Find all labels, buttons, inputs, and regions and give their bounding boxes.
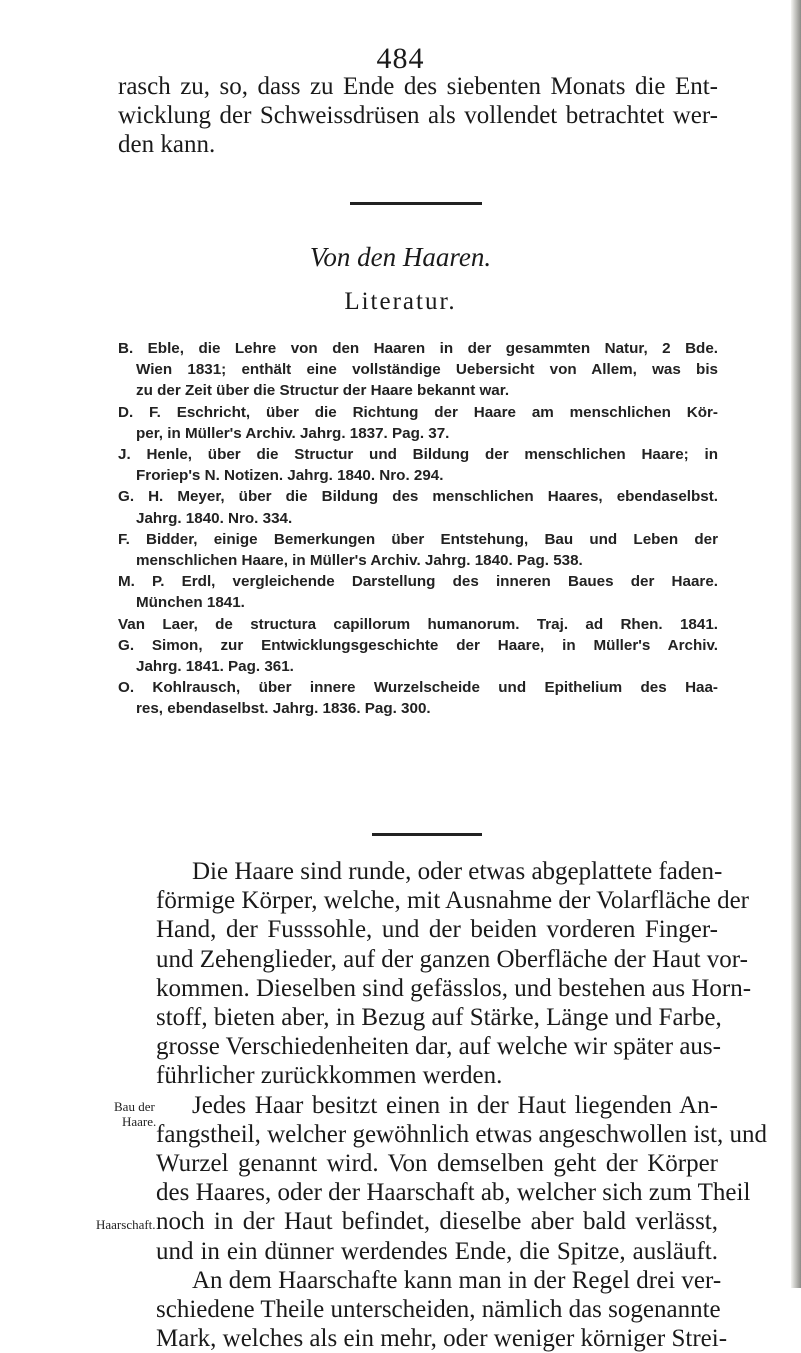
reference-line: D. F. Eschricht, über die Richtung der Haare am menschlichen Kör- <box>118 403 718 421</box>
section-divider <box>350 202 482 205</box>
body-line: Wurzel genannt wird. Von demselben geht der Körper <box>156 1150 718 1178</box>
reference-line: res, ebendaselbst. Jahrg. 1836. Pag. 300. <box>136 700 431 718</box>
body-line: des Haares, oder der Haarschaft ab, welcher sich zum Theil <box>156 1179 751 1207</box>
reference-line: Jahrg. 1841. Pag. 361. <box>136 658 294 676</box>
section-title: Von den Haaren. <box>309 242 492 272</box>
intro-line: wicklung der Schweissdrüsen als vollendet betrachtet wer- <box>118 102 718 129</box>
reference-line: per, in Müller's Archiv. Jahrg. 1837. Pag. 37. <box>136 424 450 442</box>
reference-entry <box>118 444 718 486</box>
body-line: kommen. Dieselben sind gefässlos, und bestehen aus Horn- <box>156 974 752 1002</box>
body-line: fangstheil, welcher gewöhnlich etwas angeschwollen ist, und <box>156 1120 767 1148</box>
reference-line: zu der Zeit über die Structur der Haare bekannt war. <box>136 382 510 400</box>
body-line: Hand, der Fusssohle, und der beiden vorderen Finger- <box>156 916 718 944</box>
body-line: stoff, bieten aber, in Bezug auf Stärke, Länge und Farbe, <box>156 1004 722 1032</box>
intro-line: rasch zu, so, dass zu Ende des siebenten Monats die Ent- <box>118 73 718 100</box>
reference-entry <box>118 402 718 444</box>
intro-paragraph <box>118 72 718 159</box>
reference-line: Jahrg. 1840. Nro. 334. <box>136 509 293 527</box>
reference-line: M. P. Erdl, vergleichende Darstellung des inneren Baues der Haare. <box>118 573 718 591</box>
reference-entry <box>118 635 718 677</box>
reference-line: O. Kohlrausch, über innere Wurzelscheide und Epithelium des Haa- <box>118 679 718 697</box>
margin-note-haarschaft: Haarschaft. <box>96 1217 156 1232</box>
reference-line: Froriep's N. Notizen. Jahrg. 1840. Nro. 294. <box>136 467 444 485</box>
margin-note-bau <box>114 1099 156 1129</box>
reference-line: G. Simon, zur Entwicklungsgeschichte der Haare, in Müller's Archiv. <box>118 636 718 654</box>
page-edge-shadow <box>791 0 801 1288</box>
margin-note-line: Haare. <box>122 1114 157 1129</box>
intro-line: den kann. <box>118 131 216 158</box>
body-line: Mark, welches als ein mehr, oder weniger körniger Strei- <box>156 1325 728 1353</box>
reference-line: F. Bidder, einige Bemerkungen über Entstehung, Bau und Leben der <box>118 530 718 548</box>
reference-line: J. Henle, über die Structur und Bildung der menschlichen Haare; in <box>118 446 718 464</box>
body-line: und Zehenglieder, auf der ganzen Oberfläche der Haut vor- <box>156 945 748 973</box>
reference-line: München 1841. <box>136 594 245 612</box>
reference-entry <box>118 529 718 571</box>
page-number: 484 <box>376 42 425 75</box>
body-line: grosse Verschiedenheiten dar, auf welche wir später aus- <box>156 1033 721 1061</box>
reference-entry <box>118 571 718 613</box>
literature-heading: Literatur. <box>344 288 457 315</box>
reference-line: G. H. Meyer, über die Bildung des menschlichen Haares, ebendaselbst. <box>118 488 718 506</box>
reference-line: B. Eble, die Lehre von den Haaren in der gesammten Natur, 2 Bde. <box>118 340 718 357</box>
body-paragraph <box>156 857 767 1353</box>
body-line: Die Haare sind runde, oder etwas abgeplattete faden- <box>192 858 723 885</box>
body-line: Jedes Haar besitzt einen in der Haut liegenden An- <box>192 1091 718 1119</box>
body-line: und in ein dünner werdendes Ende, die Spitze, ausläuft. <box>156 1237 718 1265</box>
reference-entry <box>118 614 718 635</box>
references-list <box>118 338 718 720</box>
body-line: führlicher zurückkommen werden. <box>156 1062 503 1090</box>
references-divider <box>372 833 482 836</box>
reference-line: Van Laer, de structura capillorum humanorum. Traj. ad Rhen. 1841. <box>118 615 718 633</box>
body-line: förmige Körper, welche, mit Ausnahme der Volarfläche der <box>156 887 750 915</box>
body-line: An dem Haarschafte kann man in der Regel drei ver- <box>192 1266 722 1294</box>
reference-entry <box>118 486 718 528</box>
reference-entry <box>118 338 718 402</box>
reference-line: menschlichen Haare, in Müller's Archiv. Jahrg. 1840. Pag. 538. <box>136 552 583 570</box>
reference-entry <box>118 677 718 719</box>
margin-note-line: Bau der <box>114 1099 155 1114</box>
reference-line: Wien 1831; enthält eine vollständige Uebersicht von Allem, was bis <box>136 361 718 379</box>
body-line: noch in der Haut befindet, dieselbe aber bald verlässt, <box>156 1208 718 1236</box>
body-line: schiedene Theile unterscheiden, nämlich das sogenannte <box>156 1296 721 1324</box>
